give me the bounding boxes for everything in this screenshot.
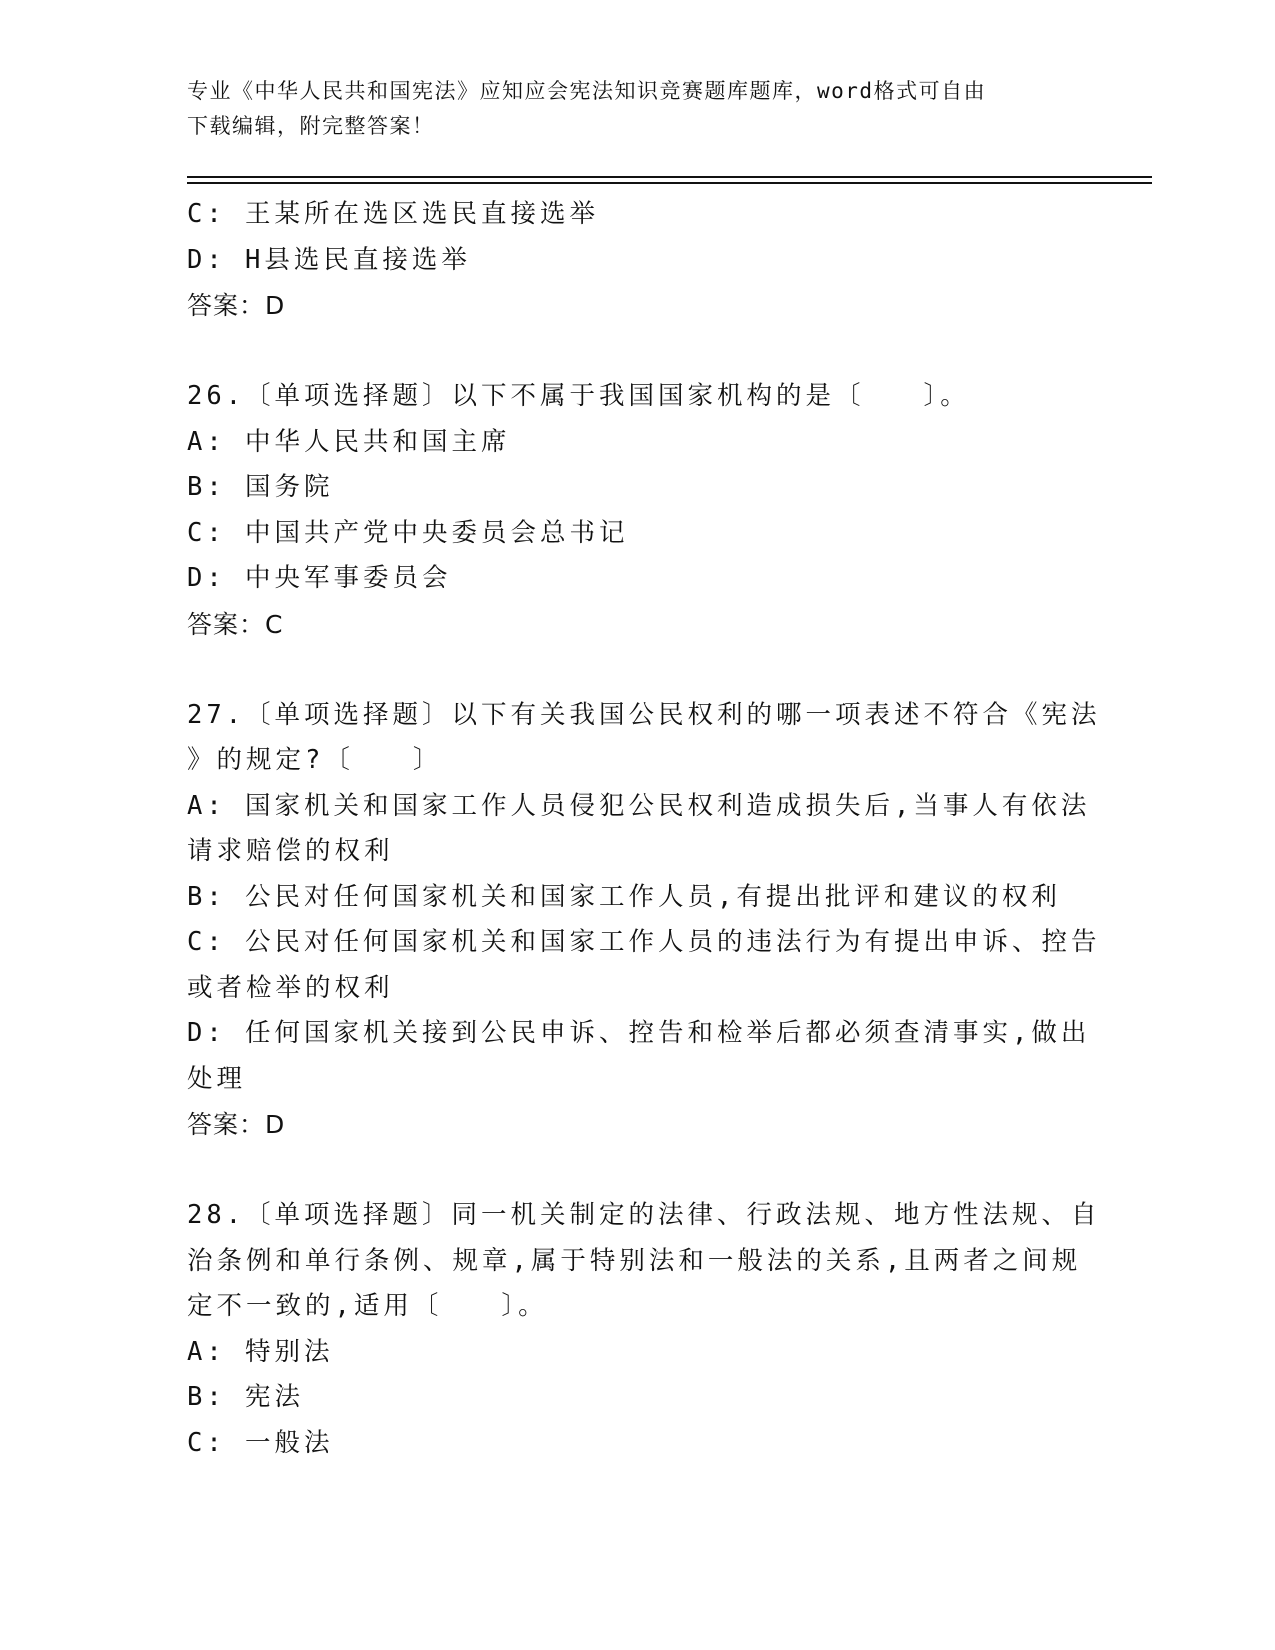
option-b: B: 宪法 <box>187 1382 305 1412</box>
header-line-1: 专业《中华人民共和国宪法》应知应会宪法知识竞赛题库题库，word格式可自由 <box>187 79 987 103</box>
question-stem-continued: 》的规定?〔 〕 <box>187 745 443 775</box>
question-stem: 28.〔单项选择题〕同一机关制定的法律、行政法规、地方性法规、自 <box>187 1200 1101 1230</box>
header-line-2: 下载编辑，附完整答案！ <box>187 114 435 138</box>
spacer <box>187 647 1087 693</box>
answer-line: 答案：D <box>187 1110 286 1139</box>
document-header <box>187 74 1087 144</box>
question-stem: 26.〔单项选择题〕以下不属于我国国家机构的是〔 〕。 <box>187 381 970 411</box>
option-c: C: 中国共产党中央委员会总书记 <box>187 517 629 548</box>
option-a-continued: 请求赔偿的权利 <box>187 836 394 866</box>
spacer <box>187 329 1087 375</box>
option-c: C: 公民对任何国家机关和国家工作人员的违法行为有提出申诉、控告 <box>187 927 1101 957</box>
question-stem-continued: 定不一致的,适用〔 〕。 <box>187 1291 548 1321</box>
spacer <box>187 1148 1087 1194</box>
option-a: A: 特别法 <box>187 1336 334 1367</box>
question-27 <box>187 693 1101 1148</box>
option-d: D: 任何国家机关接到公民申诉、控告和检举后都必须查清事实,做出 <box>187 1018 1091 1048</box>
question-stem: 27.〔单项选择题〕以下有关我国公民权利的哪一项表述不符合《宪法 <box>187 699 1101 730</box>
option-d: D: H县选民直接选举 <box>187 244 471 275</box>
option-a: A: 国家机关和国家工作人员侵犯公民权利造成损失后,当事人有依法 <box>187 790 1091 821</box>
option-b: B: 公民对任何国家机关和国家工作人员,有提出批评和建议的权利 <box>187 881 1061 912</box>
option-c: C: 一般法 <box>187 1427 334 1458</box>
option-b: B: 国务院 <box>187 472 334 502</box>
option-a: A: 中华人民共和国主席 <box>187 426 511 457</box>
answer-line: 答案：D <box>187 291 286 320</box>
header-divider-bottom <box>187 182 1152 184</box>
question-stem-continued: 治条例和单行条例、规章,属于特别法和一般法的关系,且两者之间规 <box>187 1245 1082 1276</box>
option-d-continued: 处理 <box>187 1063 247 1094</box>
option-c-continued: 或者检举的权利 <box>187 972 394 1003</box>
answer-line: 答案：C <box>187 609 284 639</box>
question-28 <box>187 1193 1101 1466</box>
option-d: D: 中央军事委员会 <box>187 563 452 593</box>
question-25-continued <box>187 192 1087 329</box>
header-divider-top <box>187 176 1152 178</box>
question-26 <box>187 374 1087 647</box>
option-c: C: 王某所在选区选民直接选举 <box>187 199 600 229</box>
question-content <box>187 192 1101 1466</box>
